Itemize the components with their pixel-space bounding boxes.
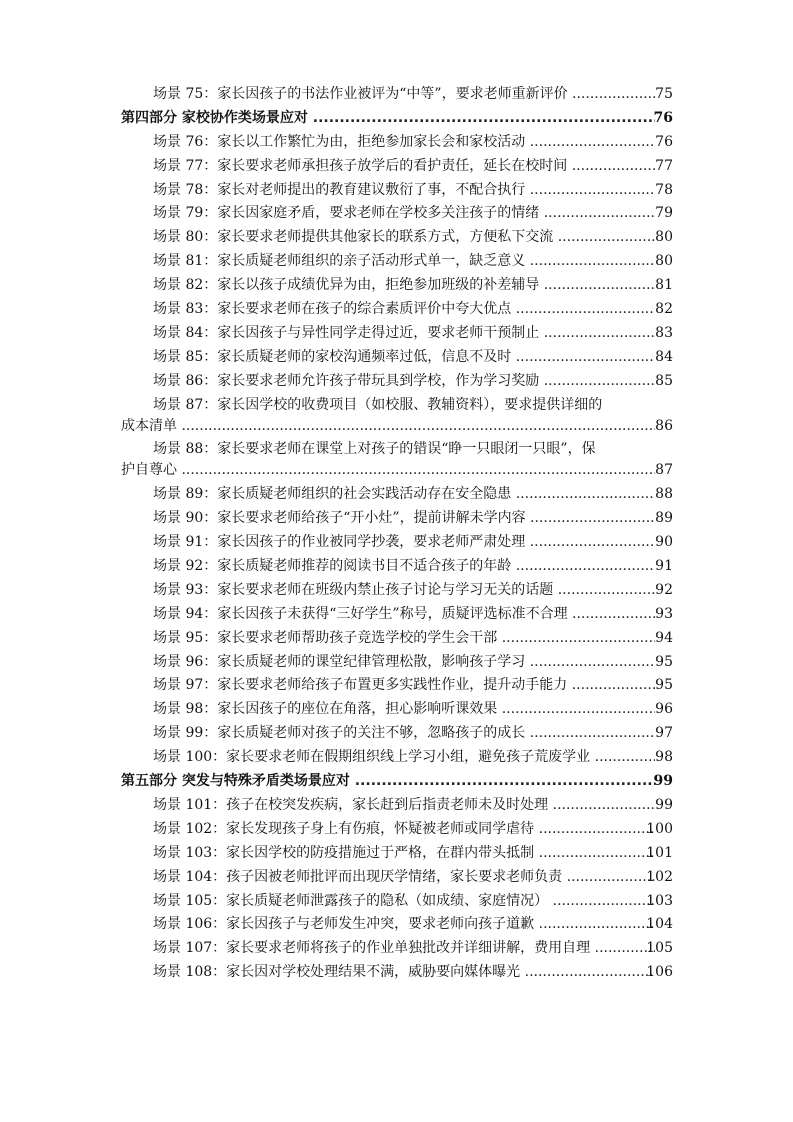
toc-entry-title: 场景 91：家长因孩子的作业被同学抄袭，要求老师严肃处理 .....: [153, 531, 655, 555]
toc-entry-title: 场景 78：家长对老师提出的教育建议敷衍了事，不配合执行 .....: [153, 179, 655, 203]
toc-entry-title: 场景 89：家长质疑老师组织的社会实践活动存在安全隐患 .....: [153, 483, 655, 507]
toc-page-number: 97: [655, 725, 673, 742]
toc-page-number: 87: [655, 462, 673, 479]
toc-entry-title: 场景 96：家长质疑老师的课堂纪律管理松散，影响孩子学习 .....: [153, 651, 655, 675]
toc-entry-title: 场景 81：家长质疑老师组织的亲子活动形式单一，缺乏意义 .....: [153, 250, 655, 274]
toc-entry-title: 场景 105：家长质疑老师泄露孩子的隐私（如成绩、家庭情况） .....: [153, 890, 655, 914]
toc-entry-title: 成本清单 .....: [121, 415, 655, 439]
toc-page-number: 88: [655, 486, 673, 503]
toc-entry[interactable]: [0, 674, 793, 698]
toc-entry[interactable]: [0, 818, 793, 842]
toc-page-number: 95: [655, 677, 673, 694]
toc-entry-title: 护自尊心 .....: [121, 459, 655, 483]
toc-entry-title: 场景 101：孩子在校突发疾病，家长赶到后指责老师未及时处理 .....: [153, 794, 655, 818]
toc-entry[interactable]: [0, 250, 793, 274]
toc-page-number: 103: [646, 892, 673, 909]
toc-page-number: 81: [655, 277, 673, 294]
toc-entry-title: 场景 84：家长因孩子与异性同学走得过近，要求老师干预制止 .....: [153, 322, 655, 346]
toc-entry-title: 场景 79：家长因家庭矛盾，要求老师在学校多关注孩子的情绪 .....: [153, 202, 655, 226]
toc-page-number: 91: [655, 558, 673, 575]
toc-entry-title: 第四部分 家校协作类场景应对 .....: [121, 107, 655, 131]
toc-entry-title: 场景 108：家长因对学校处理结果不满，威胁要向媒体曝光 .....: [153, 961, 655, 985]
toc-entry[interactable]: [0, 531, 793, 555]
toc-entry[interactable]: [0, 651, 793, 675]
toc-page-number: 89: [655, 510, 673, 527]
toc-page-number: 84: [655, 348, 673, 365]
toc-entry-title: 场景 103：家长因学校的防疫措施过于严格，在群内带头抵制 .....: [153, 842, 655, 866]
toc-page-number: 106: [646, 964, 673, 981]
toc-entry-title: 场景 97：家长要求老师给孩子布置更多实践性作业，提升动手能力 .....: [153, 674, 655, 698]
toc-entry[interactable]: [0, 961, 793, 985]
toc-entry[interactable]: [0, 459, 793, 483]
toc-entry-title: 场景 77：家长要求老师承担孩子放学后的看护责任，延长在校时间 .....: [153, 155, 655, 179]
toc-entry-title: 第五部分 突发与特殊矛盾类场景应对 .....: [121, 770, 655, 794]
toc-entry[interactable]: [0, 698, 793, 722]
toc-entry[interactable]: [0, 722, 793, 746]
toc-page-number: 85: [655, 372, 673, 389]
toc-entry[interactable]: [0, 346, 793, 370]
toc-entry[interactable]: [0, 794, 793, 818]
toc-page-number: 83: [655, 324, 673, 341]
table-of-contents: [0, 83, 793, 985]
toc-entry-title: 场景 82：家长以孩子成绩优异为由，拒绝参加班级的补差辅导 .....: [153, 274, 655, 298]
toc-entry[interactable]: [0, 507, 793, 531]
toc-page-number: 94: [655, 629, 673, 646]
toc-page-number: 98: [655, 749, 673, 766]
toc-entry-title: 场景 85：家长质疑老师的家校沟通频率过低，信息不及时 .....: [153, 346, 655, 370]
toc-entry-title: 场景 76：家长以工作繁忙为由，拒绝参加家长会和家校活动 .....: [153, 131, 655, 155]
toc-entry[interactable]: [0, 890, 793, 914]
toc-page-number: 100: [646, 820, 673, 837]
toc-entry[interactable]: [0, 555, 793, 579]
toc-page-number: 86: [655, 417, 673, 434]
toc-entry[interactable]: [0, 913, 793, 937]
toc-page-number: 78: [655, 181, 673, 198]
toc-entry-title: 场景 87：家长因学校的收费项目（如校服、教辅资料），要求提供详细的: [153, 396, 603, 413]
toc-entry[interactable]: [0, 937, 793, 961]
toc-entry-title: 场景 93：家长要求老师在班级内禁止孩子讨论与学习无关的话题 .....: [153, 579, 655, 603]
toc-page-number: 95: [655, 653, 673, 670]
toc-page-number: 99: [653, 773, 673, 790]
toc-page-number: 90: [655, 534, 673, 551]
toc-entry-title: 场景 80：家长要求老师提供其他家长的联系方式，方便私下交流 .....: [153, 226, 655, 250]
toc-page-number: 102: [646, 868, 673, 885]
toc-part-heading[interactable]: [0, 107, 793, 131]
toc-entry[interactable]: [0, 746, 793, 770]
toc-entry[interactable]: [0, 866, 793, 890]
toc-entry[interactable]: [0, 483, 793, 507]
toc-entry[interactable]: [0, 394, 793, 415]
toc-entry[interactable]: [0, 415, 793, 439]
toc-entry[interactable]: [0, 627, 793, 651]
toc-page-number: 80: [655, 229, 673, 246]
toc-entry[interactable]: [0, 179, 793, 203]
toc-page-number: 93: [655, 605, 673, 622]
toc-entry[interactable]: [0, 438, 793, 459]
toc-page-number: 96: [655, 701, 673, 718]
toc-part-heading[interactable]: [0, 770, 793, 794]
toc-entry[interactable]: [0, 579, 793, 603]
toc-entry[interactable]: [0, 322, 793, 346]
toc-entry-title: 场景 86：家长要求老师允许孩子带玩具到学校，作为学习奖励 .....: [153, 370, 655, 394]
toc-page-number: 101: [646, 844, 673, 861]
toc-entry-title: 场景 75：家长因孩子的书法作业被评为“中等”，要求老师重新评价 .....: [153, 83, 655, 107]
toc-page-number: 99: [655, 796, 673, 813]
toc-entry-title: 场景 102：家长发现孩子身上有伤痕，怀疑被老师或同学虐待 .....: [153, 818, 655, 842]
toc-page-number: 104: [646, 916, 673, 933]
toc-entry-title: 场景 98：家长因孩子的座位在角落，担心影响听课效果 .....: [153, 698, 655, 722]
toc-entry[interactable]: [0, 202, 793, 226]
toc-page-number: 76: [655, 133, 673, 150]
toc-entry-title: 场景 107：家长要求老师将孩子的作业单独批改并详细讲解，费用自理 .....: [153, 937, 655, 961]
toc-entry-title: 场景 94：家长因孩子未获得“三好学生”称号，质疑评选标准不合理 .....: [153, 603, 655, 627]
toc-entry-title: 场景 99：家长质疑老师对孩子的关注不够，忽略孩子的成长 .....: [153, 722, 655, 746]
toc-entry[interactable]: [0, 83, 793, 107]
toc-page-number: 79: [655, 205, 673, 222]
toc-entry[interactable]: [0, 298, 793, 322]
toc-entry-title: 场景 95：家长要求老师帮助孩子竞选学校的学生会干部 .....: [153, 627, 655, 651]
toc-entry-title: 场景 104：孩子因被老师批评而出现厌学情绪，家长要求老师负责 .....: [153, 866, 655, 890]
toc-entry[interactable]: [0, 274, 793, 298]
toc-page-number: 77: [655, 157, 673, 174]
toc-entry-title: 场景 92：家长质疑老师推荐的阅读书目不适合孩子的年龄 .....: [153, 555, 655, 579]
toc-page-number: 92: [655, 581, 673, 598]
toc-entry[interactable]: [0, 370, 793, 394]
toc-entry-title: 场景 83：家长要求老师在孩子的综合素质评价中夸大优点 .....: [153, 298, 655, 322]
toc-page-number: 105: [646, 940, 673, 957]
toc-page-number: 82: [655, 301, 673, 318]
toc-entry[interactable]: [0, 155, 793, 179]
toc-entry[interactable]: [0, 226, 793, 250]
toc-page-number: 75: [655, 86, 673, 102]
toc-page-number: 76: [653, 109, 673, 126]
toc-entry[interactable]: [0, 603, 793, 627]
toc-entry[interactable]: [0, 842, 793, 866]
toc-entry-title: 场景 90：家长要求老师给孩子“开小灶”，提前讲解未学内容 .....: [153, 507, 655, 531]
toc-page-number: 80: [655, 253, 673, 270]
toc-entry-title: 场景 88：家长要求老师在课堂上对孩子的错误“睁一只眼闭一只眼”，保: [153, 441, 596, 458]
toc-entry[interactable]: [0, 131, 793, 155]
toc-entry-title: 场景 100：家长要求老师在假期组织线上学习小组，避免孩子荒废学业 .....: [153, 746, 655, 770]
toc-entry-title: 场景 106：家长因孩子与老师发生冲突，要求老师向孩子道歉 .....: [153, 913, 655, 937]
